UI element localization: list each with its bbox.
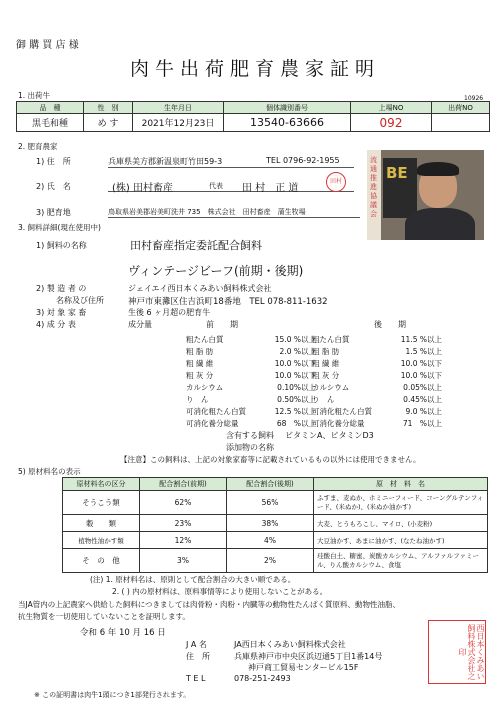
rep-name: 田 村 正 道 <box>242 183 299 194</box>
tel-label: T E L <box>186 674 206 683</box>
nutrient-name-early: 可消化粗たん白質 <box>186 407 246 416</box>
nutrient-value-early: 68 %以上 <box>276 419 316 428</box>
nutrient-value-early: 10.0 %以下 <box>274 359 316 368</box>
nutrient-value-late: 0.05%以上 <box>403 383 442 392</box>
mat-col-late: 配合割合(後期) <box>227 478 314 491</box>
mat-late: 38% <box>227 515 314 532</box>
nutrient-value-early: 12.5 %以上 <box>274 407 316 416</box>
farm-address: 兵庫県美方郡新温泉町竹田59-3 <box>108 156 354 168</box>
id-value: 13540-63666 <box>224 114 351 132</box>
feed-product: ヴィンテージビーフ(前期・後期) <box>128 264 304 278</box>
nutrient-value-late: 11.5 %以上 <box>400 335 442 344</box>
target-value: 生後 6 ヶ月超の肥育牛 <box>128 308 211 317</box>
col-id-header: 個体識別番号 <box>224 102 351 114</box>
mat-col-items: 原 材 料 名 <box>314 478 488 491</box>
nutrient-name-early: り ん <box>186 395 209 404</box>
mat-cat: 植物性油かす類 <box>63 532 140 549</box>
farm-location: 鳥取県岩美郡岩美町洗井 735 株式会社 田村畜産 蒲生牧場 <box>108 207 360 218</box>
late-label: 後 期 <box>374 320 406 329</box>
maker-label: 2) 製 造 者 の <box>36 284 87 293</box>
nutrient-value-early: 10.0 %以下 <box>274 371 316 380</box>
farm-name: (株) 田村畜産 <box>112 183 173 194</box>
col-breed-header: 品 種 <box>17 102 84 114</box>
mat-items: 大豆油かす、あまに油かす、(なたね油かす) <box>314 532 488 549</box>
nutrient-value-late: 1.5 %以上 <box>405 347 442 356</box>
statement-line-2: 抗生物質を一切使用していないことを証明します。 <box>18 612 190 621</box>
col-sex-header: 性 別 <box>84 102 133 114</box>
mat-cat: そ の 他 <box>63 549 140 573</box>
addr-line-1: 兵庫県神戸市中央区浜辺通5丁目1番14号 <box>234 652 383 661</box>
statement-line-1: 当JA管内の上記農家へ供給した飼料につきましては肉骨粉・肉粉・内臓等の動物性たんぱく質原料、動物性油脂、 <box>18 600 401 609</box>
nutrient-name-late: 粗 灰 分 <box>312 371 340 380</box>
company-stamp: 西日本くみあい飼料株式会社之印 <box>428 620 486 684</box>
breed-value: 黒毛和種 <box>17 114 84 132</box>
ship-value <box>432 114 490 132</box>
farmer-hair <box>417 162 459 176</box>
mat-col-cat: 原材料名の区分 <box>63 478 140 491</box>
nutrient-name-early: カルシウム <box>186 383 224 392</box>
doc-number: 10926 <box>464 95 484 102</box>
farm-seal: 田村 <box>326 172 346 192</box>
section2-heading: 2. 肥育農家 <box>18 142 58 151</box>
issue-date: 令和 6 年 10 月 16 日 <box>80 628 166 638</box>
comp-label: 4) 成 分 表 <box>36 320 76 329</box>
nutrient-value-early: 2.0 %以上 <box>279 347 316 356</box>
address-label: 1) 住 所 <box>36 157 71 166</box>
mat-items: ふすま、麦ぬか、ホミニーフィード、コーングルテンフィード、(米ぬか)、(米ぬか油かす) <box>314 491 488 515</box>
target-label: 3) 対 象 家 畜 <box>36 308 87 317</box>
ja-name: JA西日本くみあい飼料株式会社 <box>234 640 346 649</box>
nutrient-name-late: 可消化養分総量 <box>312 419 365 428</box>
nutrient-name-early: 粗 繊 維 <box>186 359 214 368</box>
nutrient-value-late: 10.0 %以下 <box>400 371 442 380</box>
ja-label: J A 名 <box>186 640 207 649</box>
additive-label: 含有する飼料 <box>226 431 274 440</box>
mat-items: 珪酸白土、糖蜜、炭酸カルシウム、アルファルファミール、りん酸カルシウム、食塩 <box>314 549 488 573</box>
nutrient-name-early: 粗 脂 肪 <box>186 347 214 356</box>
mat-cat: そうこう類 <box>63 491 140 515</box>
sex-value: め す <box>84 114 133 132</box>
mat-late: 56% <box>227 491 314 515</box>
mat-late: 2% <box>227 549 314 573</box>
col-birth-header: 生年月日 <box>133 102 224 114</box>
maker-address: 神戸市東灘区住吉浜町18番地 TEL 078-811-1632 <box>128 297 328 307</box>
mat-col-early: 配合割合(前期) <box>140 478 227 491</box>
nutrient-value-early: 15.0 %以上 <box>274 335 316 344</box>
footer-tel: 078-251-2493 <box>234 674 291 683</box>
farm-tel: TEL 0796-92-1955 <box>266 156 340 165</box>
birth-value: 2021年12月23日 <box>133 114 224 132</box>
addr-line-2: 神戸商工貿易センタービル15F <box>248 663 359 672</box>
addr-label: 住 所 <box>186 652 210 661</box>
lot-value: 092 <box>351 114 432 132</box>
mat-early: 62% <box>140 491 227 515</box>
page-title: 肉牛出荷肥育農家証明 <box>130 58 381 80</box>
photo-sign-text: BE <box>386 164 408 182</box>
mat-early: 23% <box>140 515 227 532</box>
comp-sub: 成分量 <box>128 320 152 329</box>
col-ship-header: 出荷NO <box>432 102 490 114</box>
nutrient-name-early: 可消化養分総量 <box>186 419 239 428</box>
farmer-photo <box>367 150 484 240</box>
photo-banner: 流通推進協議会 <box>370 156 377 218</box>
shipment-table <box>16 101 490 132</box>
addressee: 御 購 買 店 様 <box>16 40 79 51</box>
note-2: 2. ( ) 内の原材料は、原料事情等により使用しないことがある。 <box>112 587 328 596</box>
maker-name: ジェイエイ西日本くみあい飼料株式会社 <box>128 284 272 293</box>
nutrient-name-late: 可消化粗たん白質 <box>312 407 372 416</box>
additive-label-2: 添加物の名称 <box>226 443 274 452</box>
nutrient-value-late: 0.45%以上 <box>403 395 442 404</box>
materials-table <box>62 477 488 573</box>
mat-early: 3% <box>140 549 227 573</box>
nutrient-name-late: カルシウム <box>312 383 350 392</box>
farmer-body <box>405 208 475 240</box>
feed-name: 田村畜産指定委託配合飼料 <box>130 239 262 252</box>
nutrient-name-late: 粗たん白質 <box>312 335 350 344</box>
nutrient-value-late: 10.0 %以下 <box>400 359 442 368</box>
footer-note: ※ この証明書は肉牛1頭につき1部発行されます。 <box>34 691 191 699</box>
nutrient-value-early: 0.10%以上 <box>277 383 316 392</box>
mat-early: 12% <box>140 532 227 549</box>
section1-heading: 1. 出荷牛 <box>18 91 51 100</box>
section3-heading: 3. 飼料詳細(現在使用中) <box>18 223 101 232</box>
maker-label-2: 名称及び住所 <box>56 296 104 305</box>
mat-items: 大麦、とうもろこし、マイロ、(小麦粉) <box>314 515 488 532</box>
mat-late: 4% <box>227 532 314 549</box>
early-label: 前 期 <box>206 320 238 329</box>
rep-label: 代表 <box>209 182 223 190</box>
nutrient-name-late: 粗 脂 肪 <box>312 347 340 356</box>
col-lot-header: 上場NO <box>351 102 432 114</box>
name-label: 2) 氏 名 <box>36 182 71 191</box>
nutrient-name-late: 粗 繊 維 <box>312 359 340 368</box>
feed-name-label: 1) 飼料の名称 <box>36 241 87 250</box>
nutrient-name-early: 粗たん白質 <box>186 335 224 344</box>
nutrient-value-late: 71 %以上 <box>402 419 442 428</box>
mat-cat: 穀 類 <box>63 515 140 532</box>
additive-value: ビタミンA、ビタミンD3 <box>285 431 374 440</box>
notice: 【注意】この飼料は、上記の対象家畜等に記載されているもの以外には使用できません。 <box>120 455 421 464</box>
nutrient-name-late: り ん <box>312 395 335 404</box>
farm-label: 3) 肥育地 <box>36 208 71 217</box>
nutrient-value-early: 0.50%以上 <box>277 395 316 404</box>
nutrient-name-early: 粗 灰 分 <box>186 371 214 380</box>
nutrient-value-late: 9.0 %以上 <box>405 407 442 416</box>
section5-heading: 5) 原材料名の表示 <box>18 467 81 476</box>
note-1: (注) 1. 原材料名は、原則として配合割合の大きい順である。 <box>90 575 296 584</box>
